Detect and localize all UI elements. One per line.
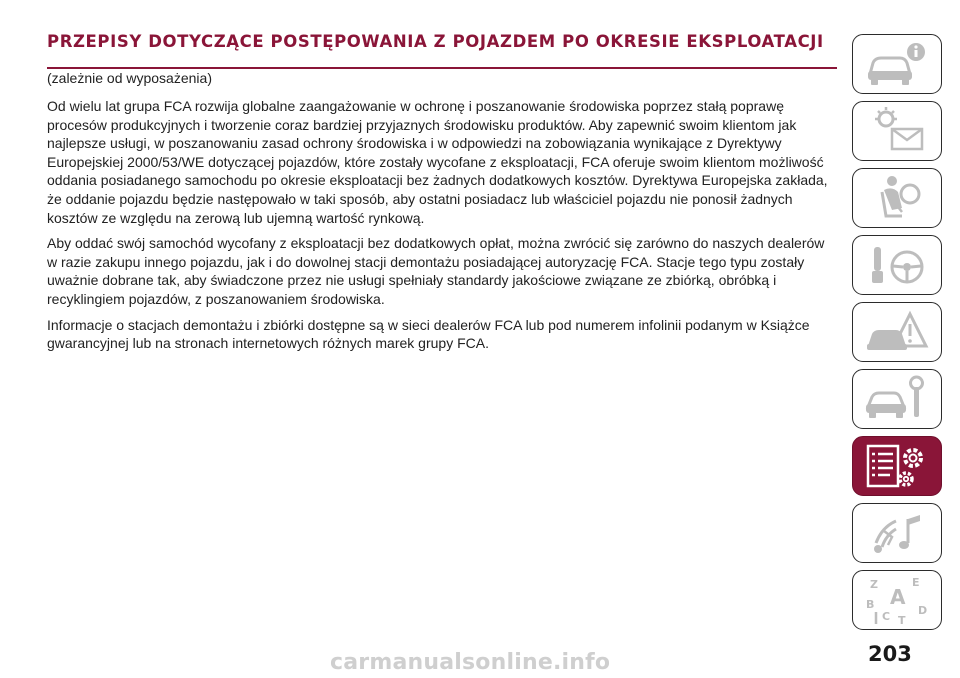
emergency-triangle-car-icon <box>862 306 932 358</box>
tab-technical-data[interactable] <box>852 436 942 496</box>
svg-text:T: T <box>898 614 906 626</box>
subtitle: (zależnie od wyposażenia) <box>47 70 212 86</box>
page-number: 203 <box>868 642 912 666</box>
key-steering-wheel-icon <box>862 239 932 291</box>
body-text <box>47 97 837 360</box>
warning-lights-message-icon <box>862 105 932 157</box>
tab-warning-lights[interactable] <box>852 101 942 161</box>
alphabetical-index-icon <box>862 574 932 626</box>
car-maintenance-wrench-icon <box>862 373 932 425</box>
svg-text:B: B <box>866 598 875 611</box>
svg-text:D: D <box>918 604 928 617</box>
paragraph: Informacje o stacjach demontażu i zbiórki dostępne są w sieci dealerów FCA lub pod numerem infolinii podanym w Książce gwarancyjnej lub na stronach internetowych różnych marek grupy FCA. <box>47 316 810 352</box>
paragraph: Od wielu lat grupa FCA rozwija globalne zaangażowanie w ochronę i poszanowanie środowiska poprzez stałą poprawę procesów produkcyjnych i tworzenie coraz bardziej przyjaznych środowisku produktów. Aby zapewnić swoim klientom jak najlepsze usługi, w poszanowaniu zasad ochrony środowiska i w odpowiedzi na zobowiązania wynikające z Dyrektywy Europejskiej 2000/53/WE dotyczącej pojazdów, które zostały wycofane z eksploatacji, FCA oferuje swoim klientom możliwość oddania posiadanego samochodu po okresie eksploatacji bez żadnych dodatkowych kosztów. Dyrektywa Europejska zakłada, że oddanie pojazdu będzie następowało w taki sposób, aby ostatni posiadacz lub właściciel pojazdu nie ponosił żadnych kosztów ze względu na zerową lub ujemną wartość rynkową. <box>47 98 828 226</box>
svg-text:Z: Z <box>870 578 878 591</box>
tab-starting-driving[interactable] <box>852 235 942 295</box>
svg-text:C: C <box>882 610 891 623</box>
page-title: PRZEPISY DOTYCZĄCE POSTĘPOWANIA Z POJAZDEM PO OKRESIE EKSPLOATACJI <box>47 32 824 51</box>
tab-car-info[interactable] <box>852 34 942 94</box>
watermark: carmanualsonline.info <box>330 650 611 675</box>
seat-airbag-safety-icon <box>862 172 932 224</box>
tab-safety[interactable] <box>852 168 942 228</box>
tab-emergency[interactable] <box>852 302 942 362</box>
tab-index[interactable] <box>852 570 942 630</box>
multimedia-phone-music-icon <box>862 507 932 559</box>
svg-text:E: E <box>912 576 920 589</box>
tab-multimedia[interactable] <box>852 503 942 563</box>
technical-data-gears-icon <box>862 440 932 492</box>
svg-text:A: A <box>890 585 906 609</box>
paragraph: Aby oddać swój samochód wycofany z eksploatacji bez dodatkowych opłat, można zwrócić się zarówno do naszych dealerów w razie zakupu innego pojazdu, jak i do dowolnej stacji demontażu posiadającej autoryzację FCA. Stacje tego typu zostały uważnie dobrane tak, aby świadczone przez nie usługi spełniały standardy jakościowe związane ze zbiórką, obróbką i recyklingiem pojazdów, z poszanowaniem środowiska. <box>47 235 825 307</box>
chapter-tabs <box>852 34 944 637</box>
car-info-icon <box>862 38 932 90</box>
tab-maintenance[interactable] <box>852 369 942 429</box>
